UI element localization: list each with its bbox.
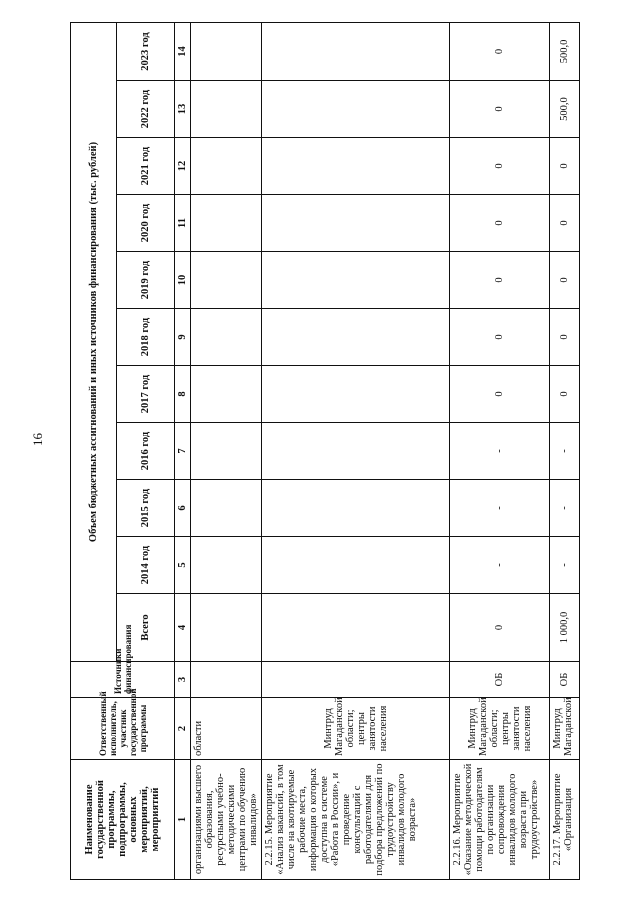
value-cell (262, 309, 450, 366)
value-cell: 0 (450, 22, 550, 80)
value-cell: 500,0 (550, 81, 580, 138)
value-cell (191, 22, 262, 80)
table-row (450, 22, 550, 879)
value-cell: - (450, 537, 550, 594)
row-name-cell: 2.2.17. Мероприятие «Организация (550, 760, 580, 880)
value-cell: - (550, 423, 580, 480)
value-cell: 0 (450, 366, 550, 423)
value-cell: 0 (550, 252, 580, 309)
header-year: 2020 год (117, 195, 175, 252)
row-name-cell: 2.2.15. Мероприятие «Анализ вакансий, в том числе на квотируемые рабочие места, информация о которых доступна в системе «Работа в России», и проведение консультаций с работодателями для подбора предложений по трудоустройству инвалидов молодого возраста» (262, 760, 450, 880)
value-cell (262, 252, 450, 309)
column-number: 11 (175, 195, 191, 252)
column-number: 3 (175, 662, 191, 698)
value-cell (262, 22, 450, 80)
value-cell (191, 366, 262, 423)
row-source-cell: ОБ (550, 662, 580, 698)
value-cell: 0 (550, 366, 580, 423)
value-cell (191, 252, 262, 309)
value-cell: - (450, 423, 550, 480)
table-row (262, 22, 450, 879)
row-responsible-cell: Минтруд Магаданской области; центры занятости населения (450, 698, 550, 760)
header-year: 2018 год (117, 309, 175, 366)
value-cell (191, 423, 262, 480)
value-cell: - (550, 480, 580, 537)
header-year: 2017 год (117, 366, 175, 423)
value-cell (191, 480, 262, 537)
value-cell (262, 81, 450, 138)
table-row (191, 22, 262, 879)
header-year: 2015 год (117, 480, 175, 537)
value-cell (262, 594, 450, 662)
value-cell (191, 537, 262, 594)
column-number: 8 (175, 366, 191, 423)
row-source-cell: ОБ (450, 662, 550, 698)
header-funding-group: Объем бюджетных ассигнований и иных источников финансирования (тыс. рублей) (71, 22, 117, 661)
value-cell: 0 (450, 138, 550, 195)
column-number: 9 (175, 309, 191, 366)
row-responsible-cell: Минтруд Магаданской (550, 698, 580, 760)
value-cell: 1 000,0 (550, 594, 580, 662)
column-number: 1 (175, 760, 191, 880)
value-cell: 0 (550, 309, 580, 366)
value-cell (262, 537, 450, 594)
header-total: Всего (117, 594, 175, 662)
value-cell (191, 138, 262, 195)
value-cell: 0 (450, 195, 550, 252)
value-cell: 0 (450, 594, 550, 662)
value-cell (191, 594, 262, 662)
row-name-cell: организациями высшего образования, ресурсными учебно-методическими центрами по обучению инвалидов» (191, 760, 262, 880)
column-number: 5 (175, 537, 191, 594)
table-row (550, 22, 580, 879)
value-cell (191, 195, 262, 252)
row-responsible-cell: Минтруд Магаданской области; центры занятости населения (262, 698, 450, 760)
column-number: 4 (175, 594, 191, 662)
column-number-row (175, 22, 191, 879)
value-cell (191, 81, 262, 138)
column-number: 13 (175, 81, 191, 138)
column-number: 2 (175, 698, 191, 760)
header-year: 2014 год (117, 537, 175, 594)
column-number: 7 (175, 423, 191, 480)
value-cell: 0 (550, 195, 580, 252)
header-year: 2022 год (117, 81, 175, 138)
value-cell: 0 (450, 309, 550, 366)
value-cell (262, 195, 450, 252)
funding-table (70, 22, 580, 880)
value-cell: - (450, 480, 550, 537)
column-number: 6 (175, 480, 191, 537)
value-cell (191, 309, 262, 366)
header-year: 2016 год (117, 423, 175, 480)
value-cell: 0 (450, 81, 550, 138)
row-source-cell (262, 662, 450, 698)
page-number: 16 (30, 433, 45, 446)
header-responsible: Ответственный исполнитель, участник государственной программы (71, 698, 175, 760)
rotated-table-wrapper (70, 22, 580, 880)
header-name: Наименование государственной программы, подпрограммы, основных мероприятий, мероприятий (71, 760, 175, 880)
header-year: 2023 год (117, 22, 175, 80)
row-source-cell (191, 662, 262, 698)
header-row-group (71, 22, 117, 879)
value-cell (262, 138, 450, 195)
column-number: 14 (175, 22, 191, 80)
header-year: 2019 год (117, 252, 175, 309)
column-number: 10 (175, 252, 191, 309)
value-cell (262, 480, 450, 537)
value-cell: 0 (550, 138, 580, 195)
value-cell: 0 (450, 252, 550, 309)
row-name-cell: 2.2.16. Мероприятие «Оказание методической помощи работодателям по организации сопровождения инвалидов молодого возраста при трудоустройстве» (450, 760, 550, 880)
value-cell (262, 423, 450, 480)
header-year: 2021 год (117, 138, 175, 195)
value-cell (262, 366, 450, 423)
header-source: Источники финансирования (71, 662, 175, 698)
value-cell: 500,0 (550, 22, 580, 80)
row-responsible-cell: области (191, 698, 262, 760)
value-cell: - (550, 537, 580, 594)
column-number: 12 (175, 138, 191, 195)
